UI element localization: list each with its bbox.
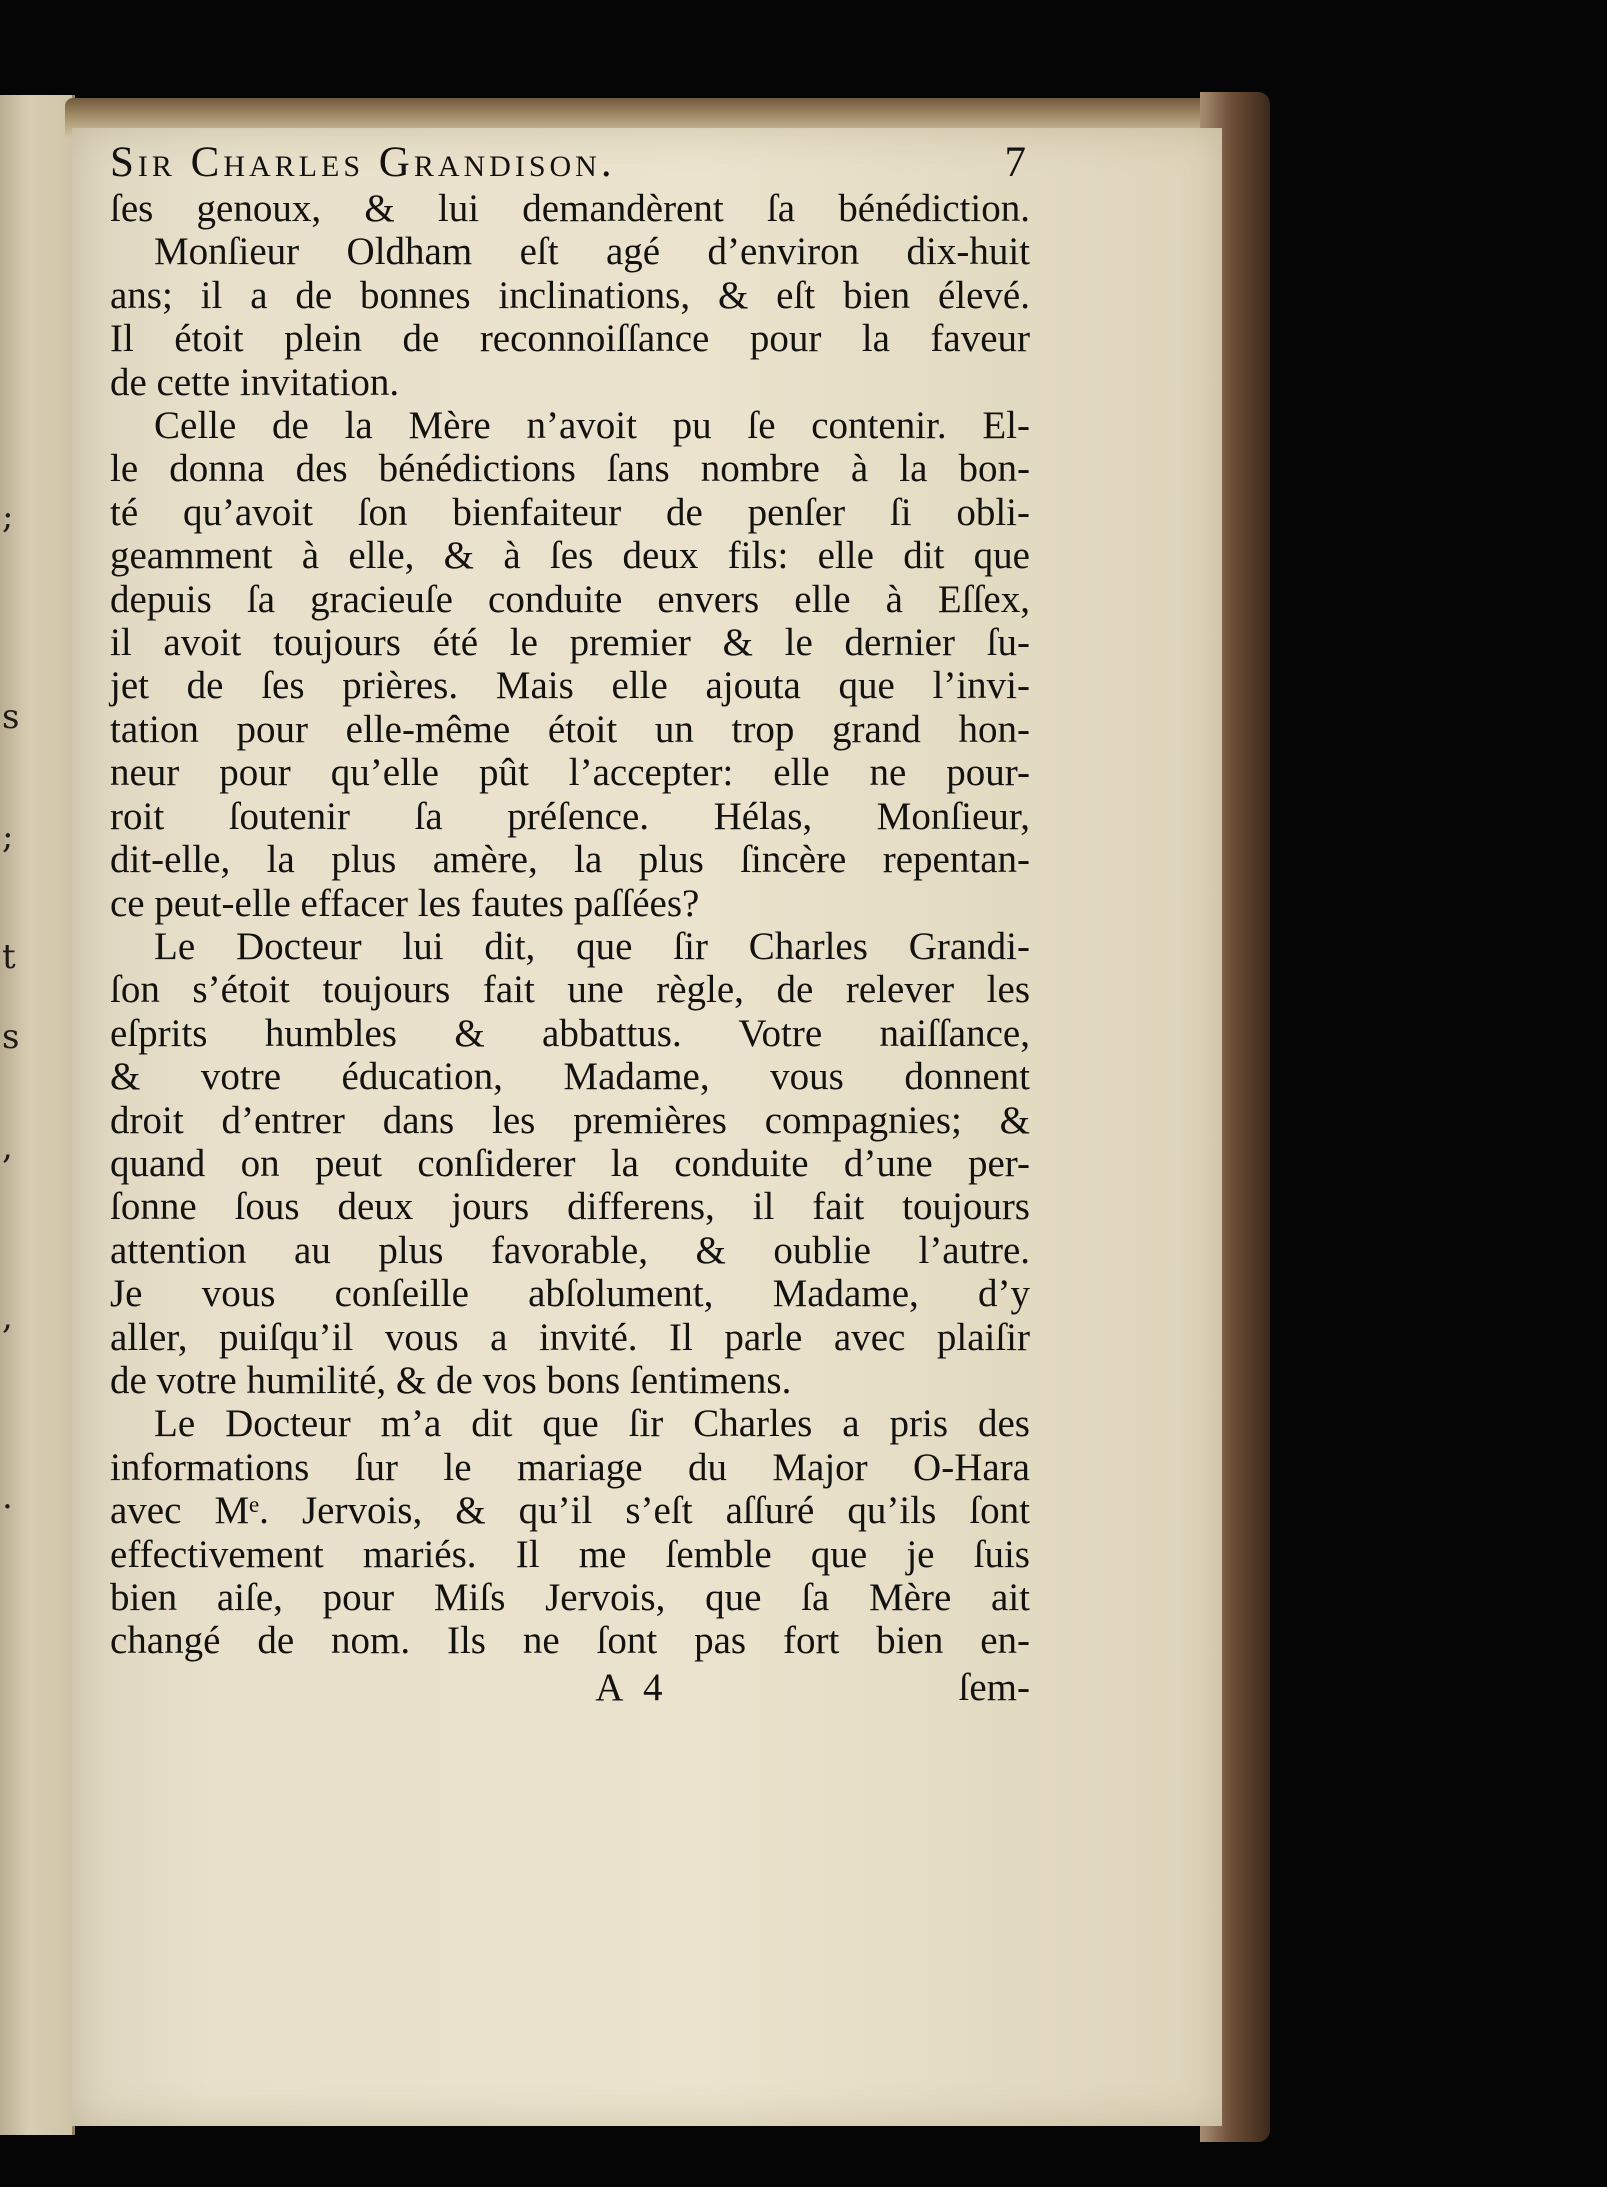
text-line: ſonne ſous deux jours differens, il fait toujours bbox=[110, 1185, 1030, 1229]
text-line: tation pour elle-même étoit un trop grand hon- bbox=[110, 707, 1030, 751]
text-line: de votre humilité, & de vos bons ſentimens. bbox=[110, 1358, 792, 1402]
facing-page-glyph: s bbox=[2, 1017, 20, 1057]
body-text bbox=[110, 187, 1030, 1663]
text-line: Celle de la Mère n’avoit pu ſe contenir. El- bbox=[154, 404, 1030, 448]
text-line: bien aiſe, pour Miſs Jervois, que ſa Mère ait bbox=[110, 1576, 1030, 1619]
facing-page-glyph: . bbox=[2, 1477, 13, 1517]
text-line: changé de nom. Ils ne ſont pas fort bien en- bbox=[110, 1619, 1030, 1663]
facing-page-glyph: s bbox=[2, 697, 20, 737]
text-line: neur pour qu’elle pût l’accepter: elle ne pour- bbox=[110, 751, 1030, 795]
text-line: aller, puiſqu’il vous a invité. Il parle avec plaiſir bbox=[110, 1315, 1030, 1359]
page-text bbox=[110, 138, 1030, 1710]
text-line: avec Mᵉ. Jervois, & qu’il s’eſt aſſuré qu’ils ſont bbox=[110, 1489, 1030, 1533]
text-line: informations ſur le mariage du Major O-Hara bbox=[110, 1445, 1030, 1489]
text-line: ſes genoux, & lui demandèrent ſa bénédiction. bbox=[110, 187, 1030, 230]
text-line: & votre éducation, Madame, vous donnent bbox=[110, 1055, 1030, 1099]
text-line: ce peut-elle effacer les fautes paſſées? bbox=[110, 881, 700, 925]
text-line: Il étoit plein de reconnoiſſance pour la faveur bbox=[110, 317, 1030, 361]
facing-page-glyph: t bbox=[2, 937, 16, 977]
text-line: Le Docteur m’a dit que ſir Charles a pris des bbox=[154, 1402, 1030, 1446]
text-line: té qu’avoit ſon bienfaiteur de penſer ſi obli- bbox=[110, 490, 1030, 534]
text-line: Le Docteur lui dit, que ſir Charles Grandi- bbox=[154, 924, 1030, 968]
text-line: dit-elle, la plus amère, la plus ſincère repentan- bbox=[110, 838, 1030, 882]
text-line: roit ſoutenir ſa préſence. Hélas, Monſieur, bbox=[110, 794, 1030, 838]
text-line: quand on peut conſiderer la conduite d’une per- bbox=[110, 1141, 1030, 1185]
text-line: Je vous conſeille abſolument, Madame, d’y bbox=[110, 1272, 1030, 1316]
text-line: jet de ſes prières. Mais elle ajouta que l’invi- bbox=[110, 664, 1030, 708]
text-line: eſprits humbles & abbattus. Votre naiſſance, bbox=[110, 1011, 1030, 1055]
text-line: depuis ſa gracieuſe conduite envers elle à Eſſex, bbox=[110, 577, 1030, 621]
signature-mark: A 4 bbox=[595, 1665, 669, 1709]
text-line: ſon s’étoit toujours fait une règle, de relever les bbox=[110, 968, 1030, 1012]
running-head-title: Sir Charles Grandison. bbox=[110, 139, 616, 186]
facing-page-glyph: , bbox=[2, 1297, 13, 1337]
catchword: ſem- bbox=[958, 1665, 1030, 1709]
text-line: ans; il a de bonnes inclinations, & eſt bien élevé. bbox=[110, 273, 1030, 317]
facing-page-glyph: ; bbox=[2, 497, 14, 537]
text-line: attention au plus favorable, & oublie l’autre. bbox=[110, 1228, 1030, 1272]
text-line: Monſieur Oldham eſt agé d’environ dix-huit bbox=[154, 230, 1030, 274]
facing-page-glyph: ; bbox=[2, 817, 14, 857]
text-line: effectivement mariés. Il me ſemble que je ſuis bbox=[110, 1532, 1030, 1576]
text-line: le donna des bénédictions ſans nombre à la bon- bbox=[110, 447, 1030, 491]
facing-page-glyph: , bbox=[2, 1127, 13, 1167]
page-number: 7 bbox=[1004, 139, 1030, 186]
text-line: droit d’entrer dans les premières compagnies; & bbox=[110, 1098, 1030, 1142]
text-line: de cette invitation. bbox=[110, 360, 400, 404]
text-line: geamment à elle, & à ſes deux fils: elle dit que bbox=[110, 534, 1030, 578]
facing-page-edge bbox=[0, 95, 75, 2135]
page-footer bbox=[110, 1665, 1030, 1710]
running-head bbox=[110, 138, 1030, 187]
text-line: il avoit toujours été le premier & le dernier ſu- bbox=[110, 621, 1030, 665]
